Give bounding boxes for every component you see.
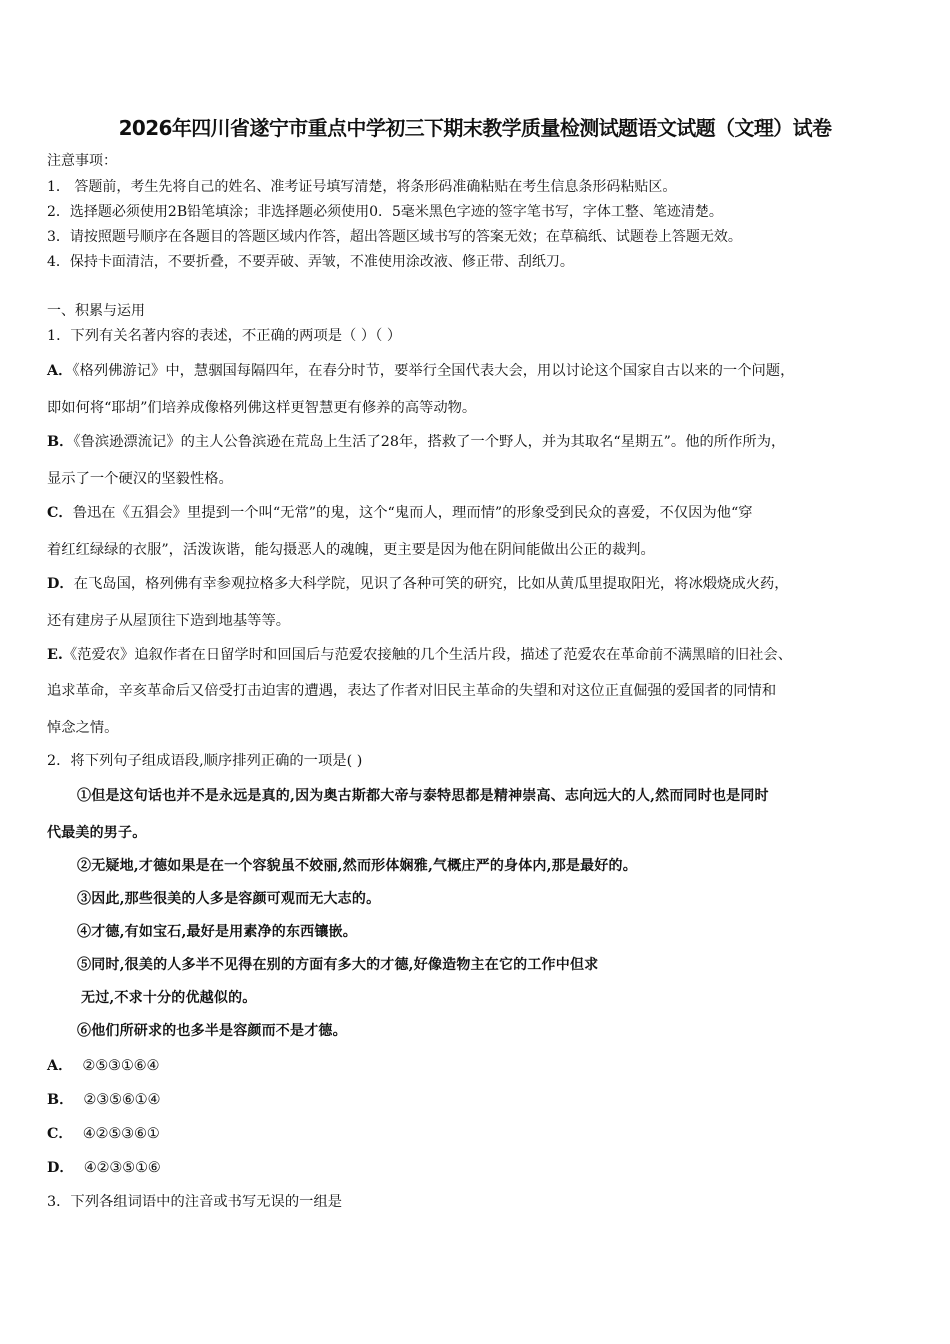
exam-title: 2026年四川省遂宁市重点中学初三下期末教学质量检测试题语文试题（文理）试卷 (118, 116, 832, 140)
question-1-stem: 1．下列有关名著内容的表述，不正确的两项是（ ）（ ） (47, 328, 402, 344)
option-text: 《范爱农》追叙作者在日留学时和回国后与范爱农接触的几个生活片段，描述了范爱农在革命前不满黑暗的旧社会、 (62, 647, 793, 663)
question-3-stem: 3．下列各组词语中的注音或书写无误的一组是 (47, 1194, 343, 1210)
notice-item-4: 4．保持卡面清洁，不要折叠，不要弄破、弄皱，不准使用涂改液、修正带、刮纸刀。 (47, 254, 574, 270)
choice-value: ④②⑤③⑥① (82, 1126, 160, 1142)
question-2-sentence-1: ①但是这句话也并不是永远是真的,因为奥古斯都大帝与泰特思都是精神崇高、志向远大的人,然而同时也是同时 (77, 788, 769, 804)
notice-item-2: 2．选择题必须使用2B铅笔填涂；非选择题必须使用0．5毫米黑色字迹的签字笔书写，字体工整、笔迹清楚。 (47, 204, 723, 220)
question-2-choice-c (47, 1124, 160, 1144)
question-2-sentence-3: ③因此,那些很美的人多是容颜可观而无大志的。 (77, 891, 381, 907)
option-label: B． (47, 434, 74, 450)
question-2-stem: 2．将下列句子组成语段,顺序排列正确的一项是( ) (47, 753, 363, 769)
question-1-option-d-cont: 还有建房子从屋顶往下造到地基等等。 (47, 613, 291, 629)
option-label: D． (47, 576, 74, 592)
question-2-choice-b (47, 1090, 160, 1110)
choice-label: B． (47, 1092, 74, 1108)
question-1-option-d (47, 574, 789, 594)
option-text: 《格列佛游记》中，慧骃国每隔四年，在春分时节，要举行全国代表大会，用以讨论这个国家自古以来的一个问题， (72, 363, 795, 379)
choice-value: ②③⑤⑥①④ (83, 1092, 161, 1108)
question-1-option-c-cont: 着红红绿绿的衣服”，活泼诙谐，能勾摄恶人的魂魄，更主要是因为他在阴间能做出公正的裁判。 (47, 542, 655, 558)
question-1-option-b (47, 432, 785, 452)
question-2-sentence-5-cont: 无过,不求十分的优越似的。 (81, 990, 257, 1006)
choice-value: ②⑤③①⑥④ (82, 1058, 160, 1074)
option-text: 在飞岛国，格列佛有幸参观拉格多大科学院，见识了各种可笑的研究，比如从黄瓜里提取阳光，将冰煅烧成火药， (73, 576, 789, 592)
question-2-sentence-4: ④才德,有如宝石,最好是用素净的东西镶嵌。 (77, 924, 357, 940)
notice-item-3: 3．请按照题号顺序在各题目的答题区域内作答，超出答题区域书写的答案无效；在草稿纸、试题卷上答题无效。 (47, 229, 742, 245)
question-2-sentence-6: ⑥他们所研求的也多半是容颜而不是才德。 (77, 1023, 347, 1039)
question-2-sentence-5: ⑤同时,很美的人多半不见得在别的方面有多大的才德,好像造物主在它的工作中但求 (77, 957, 599, 973)
option-text: 《鲁滨逊漂流记》的主人公鲁滨逊在荒岛上生活了28年，搭救了一个野人，并为其取名“星期五”。他的所作所为， (73, 434, 786, 450)
option-label: C． (47, 505, 73, 521)
question-1-option-a (47, 361, 794, 381)
question-1-option-c (47, 503, 753, 523)
notice-item-1: 1． 答题前，考生先将自己的姓名、准考证号填写清楚，将条形码准确粘贴在考生信息条形码粘贴区。 (47, 179, 677, 195)
choice-label: C． (47, 1126, 73, 1142)
question-1-option-e-cont2: 悼念之情。 (47, 720, 119, 736)
section-heading: 一、积累与运用 (47, 303, 145, 319)
notice-heading: 注意事项： (47, 153, 117, 169)
question-1-option-e (47, 645, 792, 665)
question-2-choice-d (47, 1158, 161, 1178)
question-1-option-e-cont: 追求革命，辛亥革命后又倍受打击迫害的遭遇，表达了作者对旧民主革命的失望和对这位正直倔强的爱国者的同情和 (47, 683, 777, 699)
question-2-sentence-1-cont: 代最美的男子。 (47, 825, 147, 841)
option-text: 鲁迅在《五猖会》里提到一个叫“无常”的鬼，这个“鬼而人，理而情”的形象受到民众的喜爱，不仅因为他“穿 (72, 505, 753, 521)
choice-label: A． (47, 1058, 73, 1074)
choice-value: ④②③⑤①⑥ (83, 1160, 161, 1176)
choice-label: D． (47, 1160, 74, 1176)
question-2-sentence-2: ②无疑地,才德如果是在一个容貌虽不姣丽,然而形体娴雅,气概庄严的身体内,那是最好的。 (77, 858, 637, 874)
question-1-option-a-cont: 即如何将“耶胡”们培养成像格列佛这样更智慧更有修养的高等动物。 (47, 400, 477, 416)
option-label: A． (47, 363, 73, 379)
option-label: E. (47, 647, 63, 663)
question-1-option-b-cont: 显示了一个硬汉的坚毅性格。 (47, 471, 233, 487)
question-2-choice-a (47, 1056, 159, 1076)
